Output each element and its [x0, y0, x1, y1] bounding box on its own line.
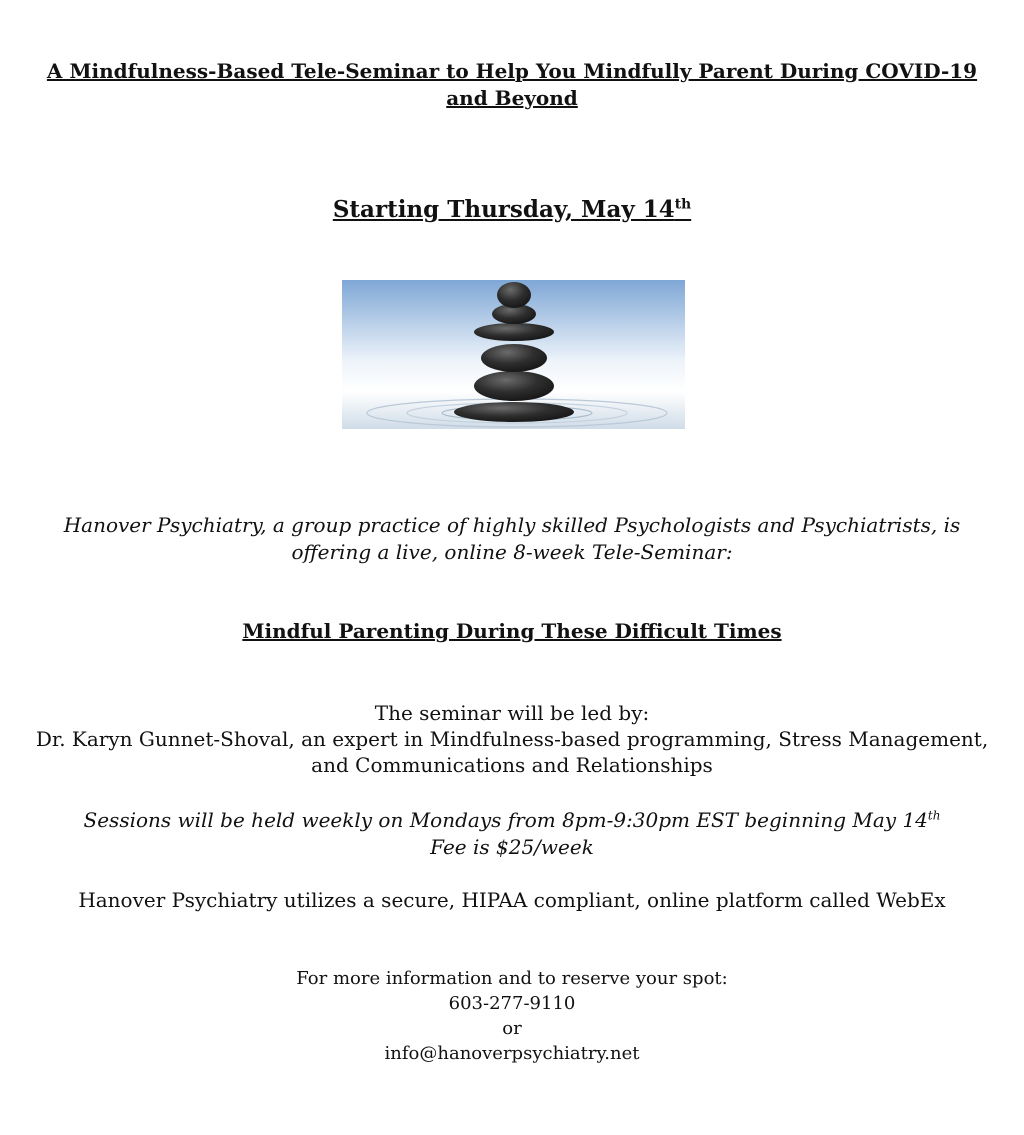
contact-email: info@hanoverpsychiatry.net [384, 1043, 640, 1064]
start-date-heading [0, 195, 1024, 225]
sessions-paragraph [0, 807, 1024, 861]
fee-line: Fee is $25/week [430, 835, 594, 859]
seminar-title: Mindful Parenting During These Difficult Times [242, 619, 782, 643]
sessions-text: Sessions will be held weekly on Mondays from 8pm-9:30pm EST beginning May 14 [83, 808, 928, 832]
intro-paragraph [0, 512, 1024, 566]
leader-paragraph [0, 700, 1024, 778]
intro-line-1: Hanover Psychiatry, a group practice of highly skilled Psychologists and Psychiatrists, is [63, 513, 961, 537]
contact-intro: For more information and to reserve your spot: [296, 968, 728, 989]
leader-line-3: and Communications and Relationships [311, 753, 713, 777]
contact-or: or [502, 1018, 522, 1039]
start-date-text: Starting Thursday, May 14 [332, 196, 675, 223]
sessions-suffix: th [927, 808, 941, 823]
page-title [0, 58, 1024, 112]
contact-phone: 603-277-9110 [448, 993, 576, 1014]
page-title-line-1: A Mindfulness-Based Tele-Seminar to Help You Mindfully Parent During COVID-19 [46, 59, 978, 83]
page-title-line-2: and Beyond [446, 86, 578, 110]
leader-line-2: Dr. Karyn Gunnet-Shoval, an expert in Mindfulness-based programming, Stress Management, [35, 727, 989, 751]
intro-line-2: offering a live, online 8-week Tele-Seminar: [291, 540, 733, 564]
stacked-stones-image [342, 280, 685, 429]
start-date-suffix: th [674, 196, 692, 213]
platform-note: Hanover Psychiatry utilizes a secure, HIPAA compliant, online platform called WebEx [78, 888, 946, 912]
leader-line-1: The seminar will be led by: [374, 701, 650, 725]
contact-block [0, 966, 1024, 1066]
sessions-line [0, 807, 1024, 834]
stacked-stones-icon [342, 280, 685, 429]
